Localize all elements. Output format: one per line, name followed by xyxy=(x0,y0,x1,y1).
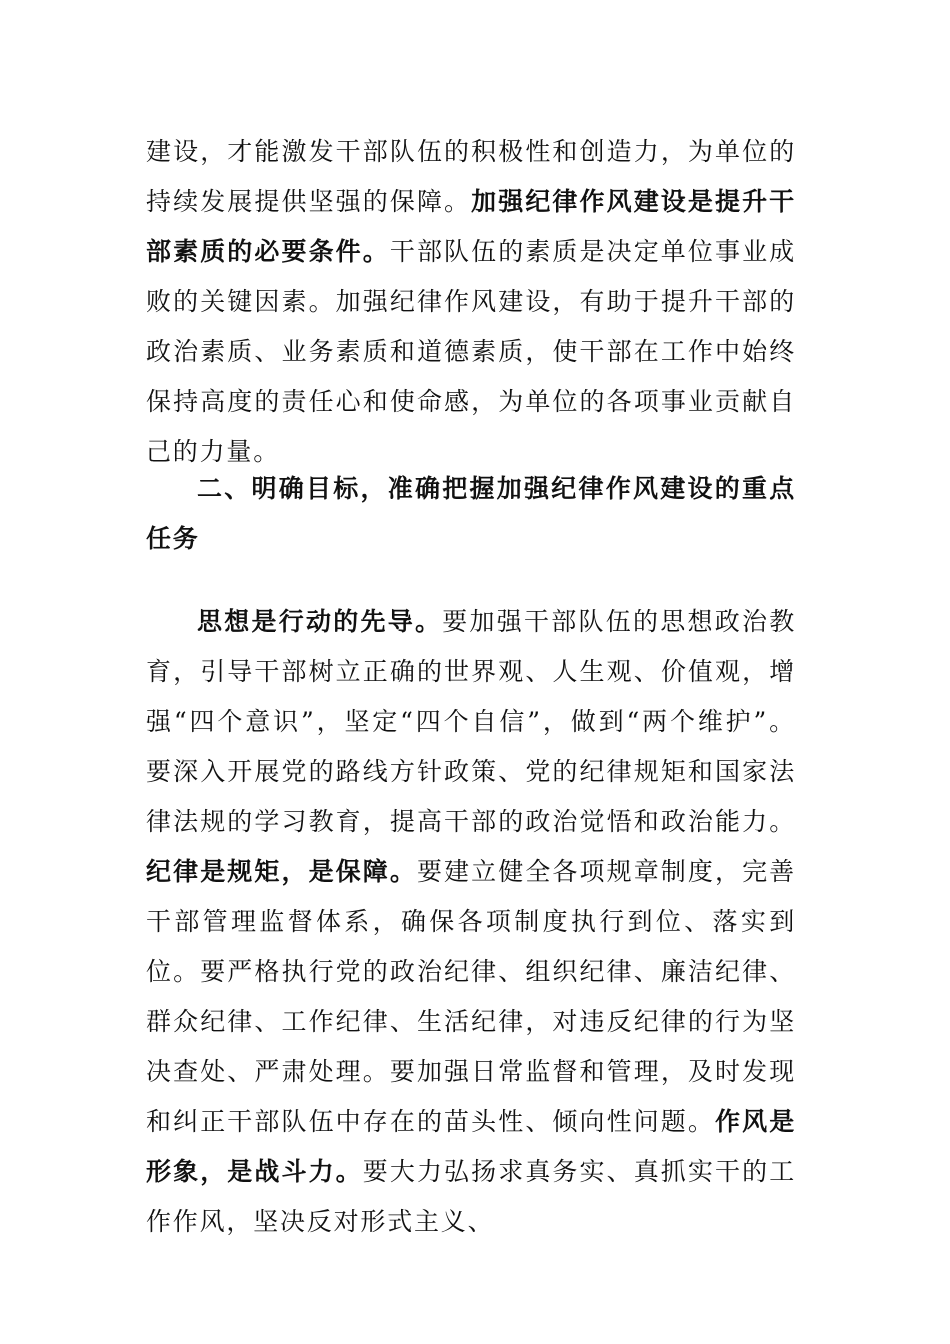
bold-key-sentence: 纪律是规矩，是保障。 xyxy=(146,857,417,886)
text-run: 要建立健全各项规章制度，完善干部管理监督体系，确保各项制度执行到位、落实到位。要严格执行党的政治纪律、组织纪律、廉洁纪律、群众纪律、工作纪律、生活纪律，对违反纪律的行为坚决查处、严肃处理。要加强日常监督和管理，及时发现和纠正干部队伍中存在的苗头性、倾向性问题。 xyxy=(146,857,796,1136)
text-run: 建设，才能激发干部队伍的积极性和创造力，为单位的持续发展提供坚强的保障。 xyxy=(146,137,796,216)
bold-key-sentence: 作风是形象，是战斗力。 xyxy=(146,1107,796,1186)
paragraph-key-tasks xyxy=(146,597,796,1247)
paragraph-importance xyxy=(146,127,796,477)
bold-key-sentence: 思想是行动的先导。 xyxy=(197,607,443,636)
text-run: 干部队伍的素质是决定单位事业成败的关键因素。加强纪律作风建设，有助于提升干部的政治素质、业务素质和道德素质，使干部在工作中始终保持高度的责任心和使命感，为单位的各项事业贡献自己的力量。 xyxy=(146,237,796,466)
bold-key-sentence: 加强纪律作风建设是提升干部素质的必要条件。 xyxy=(146,187,796,266)
section-heading: 二、明确目标，准确把握加强纪律作风建设的重点任务 xyxy=(146,474,796,553)
text-run: 要大力弘扬求真务实、真抓实干的工作作风，坚决反对形式主义、 xyxy=(146,1157,796,1236)
text-run: 要加强干部队伍的思想政治教育，引导干部树立正确的世界观、人生观、价值观，增强“四个意识”，坚定“四个自信”，做到“两个维护”。要深入开展党的路线方针政策、党的纪律规矩和国家法律法规的学习教育，提高干部的政治觉悟和政治能力。 xyxy=(146,607,797,836)
